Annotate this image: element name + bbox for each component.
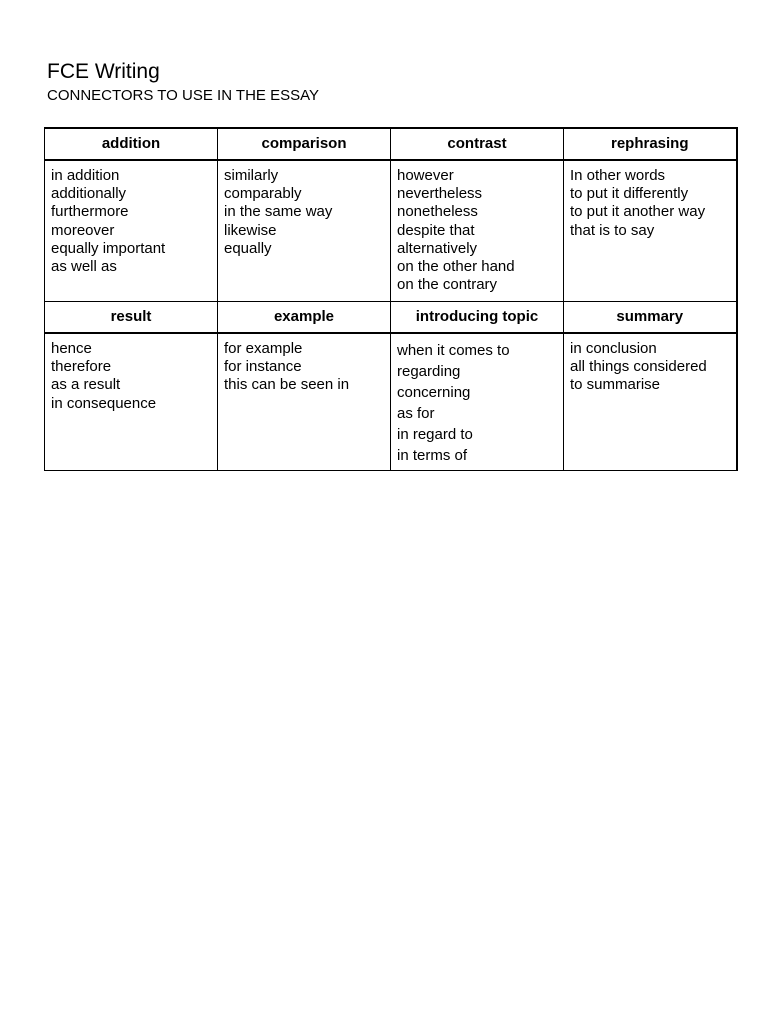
column-header-result: result [45,302,218,334]
list-item: moreover [51,221,115,239]
connector-list [397,340,557,466]
list-item: despite that [397,221,475,239]
list-item: alternatively [397,239,478,257]
table-header-row [45,302,737,334]
list-item: furthermore [51,203,129,221]
connector-list [51,167,211,276]
connector-list [570,167,730,240]
list-item: as for [397,405,435,422]
cell-summary [564,333,737,471]
cell-example [218,333,391,471]
list-item: in conclusion [570,340,657,357]
list-item: nonetheless [397,203,478,221]
list-item: comparably [224,185,302,203]
connector-list [397,167,557,294]
list-item: in consequence [51,394,157,412]
connector-list [224,167,384,258]
cell-result [45,333,218,471]
list-item: on the other hand [397,258,515,276]
list-item: in the same way [224,203,333,221]
table-header-row [45,128,737,160]
cell-introducing-topic [391,333,564,471]
list-item: in addition [51,167,120,184]
list-item: in regard to [397,426,473,443]
list-item: therefore [51,358,112,376]
page-title: FCE Writing [47,60,160,83]
list-item: for instance [224,358,302,376]
column-header-example: example [218,302,391,334]
list-item: similarly [224,167,279,184]
list-item: concerning [397,384,471,401]
table-row [45,160,737,302]
connector-list [570,340,730,395]
list-item: regarding [397,363,461,380]
list-item: hence [51,340,92,357]
list-item: to put it another way [570,203,706,221]
page-subtitle: CONNECTORS TO USE IN THE ESSAY [47,87,320,104]
list-item: equally important [51,239,166,257]
list-item: all things considered [570,358,707,376]
column-header-summary: summary [564,302,737,334]
list-item: equally [224,239,272,257]
cell-addition [45,160,218,302]
cell-comparison [218,160,391,302]
table-row [45,333,737,471]
list-item: in terms of [397,447,468,464]
list-item: as well as [51,258,117,276]
column-header-rephrasing: rephrasing [564,128,737,160]
list-item: this can be seen in [224,376,350,394]
list-item: likewise [224,221,277,239]
list-item: as a result [51,376,121,394]
connector-list [224,340,384,395]
column-header-addition: addition [45,128,218,160]
list-item: to summarise [570,376,661,394]
column-header-contrast: contrast [391,128,564,160]
list-item: on the contrary [397,276,498,294]
list-item: for example [224,340,303,357]
connector-list [51,340,211,413]
cell-contrast [391,160,564,302]
list-item: when it comes to [397,342,510,359]
column-header-comparison: comparison [218,128,391,160]
connectors-table [44,127,738,471]
list-item: additionally [51,185,127,203]
cell-rephrasing [564,160,737,302]
list-item: nevertheless [397,185,483,203]
list-item: that is to say [570,221,655,239]
list-item: In other words [570,167,666,184]
column-header-introducing-topic: introducing topic [391,302,564,334]
list-item: to put it differently [570,185,689,203]
list-item: however [397,167,454,184]
